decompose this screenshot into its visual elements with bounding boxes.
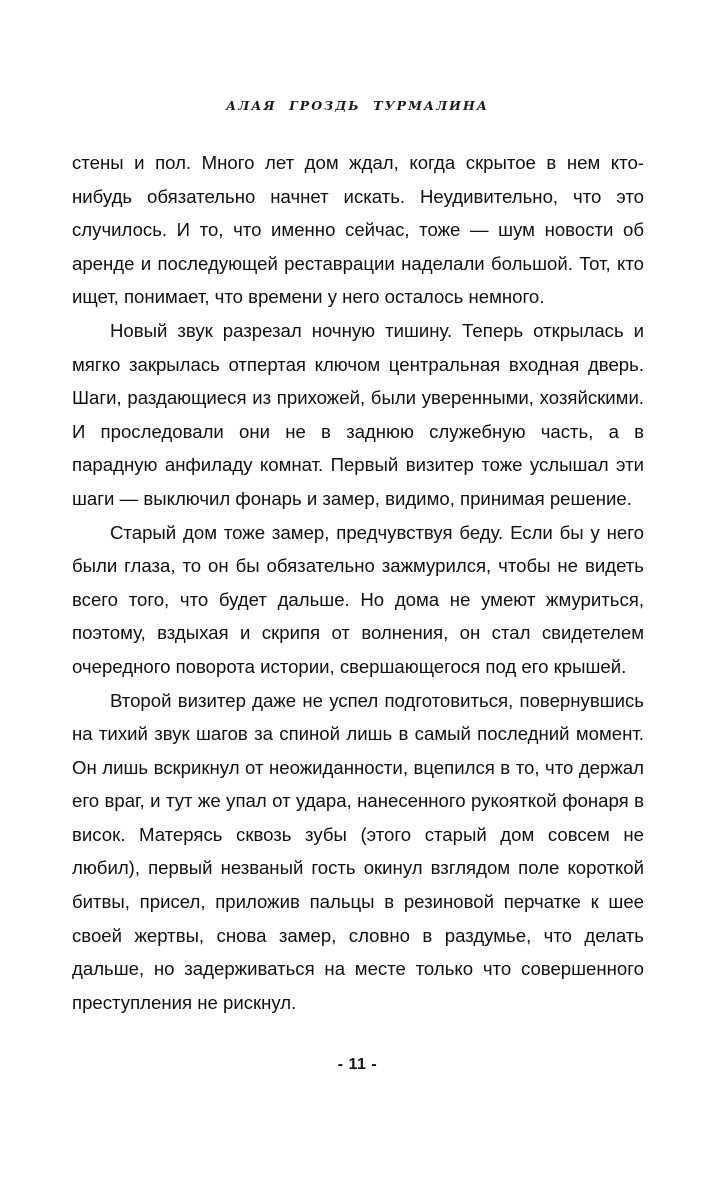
page-number: - 11 - (337, 1056, 378, 1073)
paragraph: Новый звук разрезал ночную тишину. Теперь открылась и мягко закрылась отпертая ключом центральная входная дверь. Шаги, раздающиеся из прихожей, были уверенными, хозяйскими. И проследовали они не в заднюю служебную часть, а в парадную анфиладу комнат. Первый визитер тоже услышал эти шаги — выключил фонарь и замер, видимо, принимая решение. (72, 319, 644, 509)
paragraph: Второй визитер даже не успел подготовиться, повернувшись на тихий звук шагов за спиной лишь в самый последний момент. Он лишь вскрикнул от неожиданности, вцепился в то, что держал его враг, и тут же упал от удара, нанесенного рукояткой фонаря в висок. Матерясь сквозь зубы (этого старый дом совсем не любил), первый незваный гость окинул взглядом поле короткой битвы, присел, приложив пальцы в резиновой перчатке к шее своей жертвы, снова замер, словно в раздумье, что делать дальше, но задерживаться на месте только что совершенного преступления не рискнул. (72, 689, 644, 1013)
paragraph: стены и пол. Много лет дом ждал, когда скрытое в нем кто-нибудь обязательно начнет искать. Неудивительно, что это случилось. И то, что именно сейчас, тоже — шум новости об аренде и последующей реставрации наделали большой. Тот, кто ищет, понимает, что времени у него осталось немного. (72, 152, 644, 308)
running-head: АЛАЯ ГРОЗДЬ ТУРМАЛИНА (226, 98, 489, 113)
body-text (72, 146, 644, 1019)
paragraph: Старый дом тоже замер, предчувствуя беду. Если бы у него были глаза, то он бы обязательно зажмурился, чтобы не видеть всего того, что будет дальше. Но дома не умеют жмуриться, поэтому, вздыхая и скрипя от волнения, он стал свидетелем очередного поворота истории, свершающегося под его крышей. (72, 521, 644, 677)
